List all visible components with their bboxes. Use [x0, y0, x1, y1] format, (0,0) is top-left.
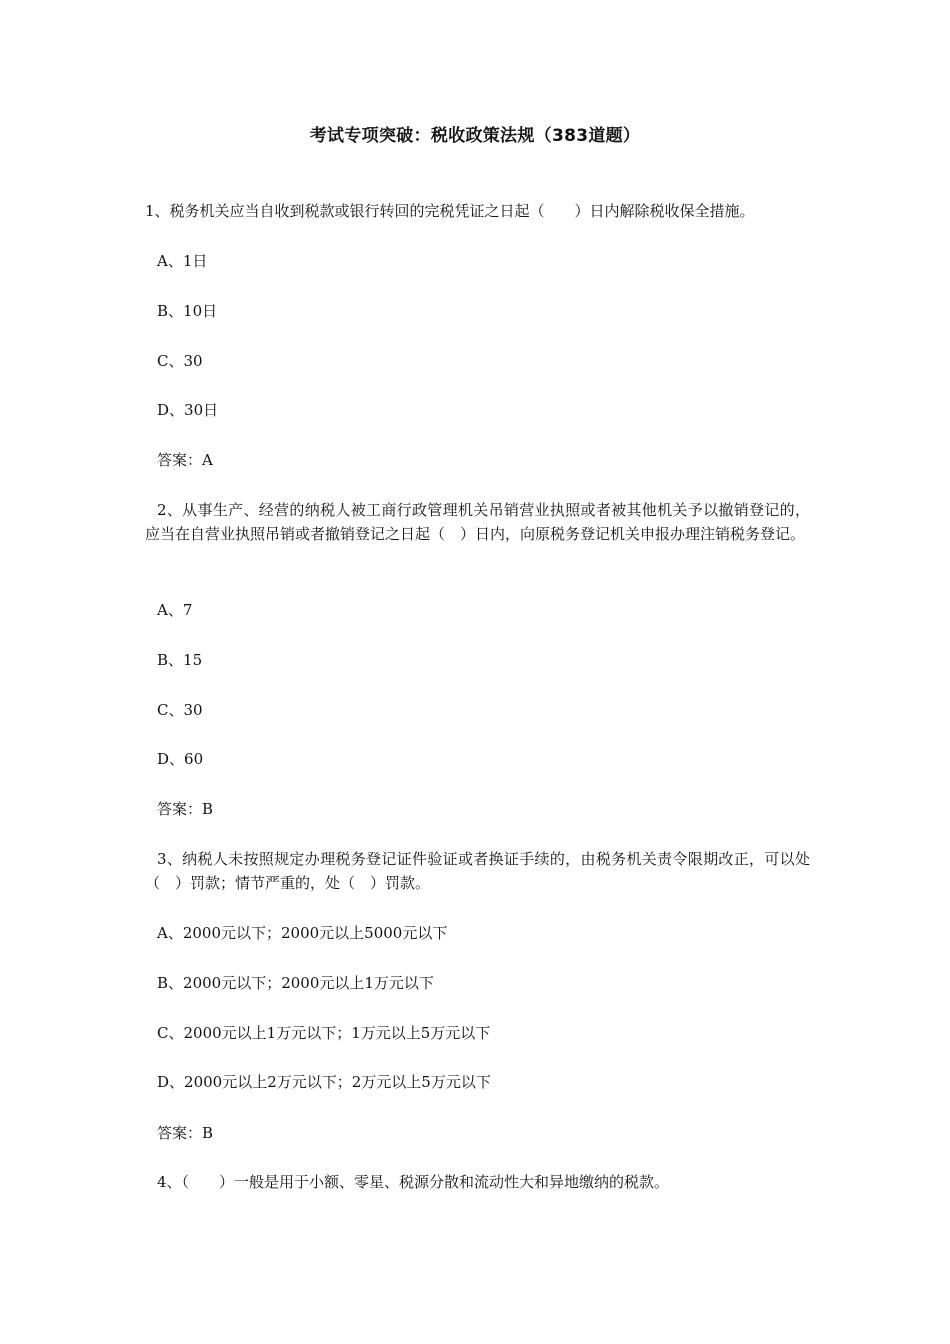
question-1-answer: 答案：A	[157, 451, 213, 469]
question-4-stem: 4、（ ）一般是用于小额、零星、税源分散和流动性大和异地缴纳的税款。	[157, 1173, 670, 1191]
question-2-option-a: A、7	[157, 601, 193, 619]
question-3-stem: 3、纳税人未按照规定办理税务登记证件验证或者换证手续的，由税务机关责令限期改正，可以处（ ）罚款；情节严重的，处（ ）罚款。	[145, 850, 810, 892]
question-3-option-d: D、2000元以上2万元以下；2万元以上5万元以下	[157, 1073, 491, 1091]
question-3-option-b: B、2000元以下；2000元以上1万元以下	[157, 974, 434, 992]
question-2-option-c: C、30	[157, 701, 203, 719]
question-2-option-b: B、15	[157, 651, 203, 669]
question-3-option-c: C、2000元以上1万元以下；1万元以上5万元以下	[157, 1024, 491, 1042]
question-1-option-b: B、10日	[157, 302, 218, 320]
question-1-option-d: D、30日	[157, 401, 219, 419]
question-3-option-a: A、2000元以下；2000元以上5000元以下	[157, 924, 448, 942]
question-2-answer: 答案：B	[157, 800, 214, 818]
question-2-option-d: D、60	[157, 750, 204, 768]
document-title: 考试专项突破：税收政策法规（383道题）	[309, 126, 641, 146]
question-1-option-c: C、30	[157, 352, 203, 370]
question-1-stem: 1、税务机关应当自收到税款或银行转回的完税凭证之日起（ ）日内解除税收保全措施。	[145, 202, 755, 220]
question-1-option-a: A、1日	[157, 252, 208, 270]
question-3-answer: 答案：B	[157, 1124, 214, 1142]
question-2-stem: 2、从事生产、经营的纳税人被工商行政管理机关吊销营业执照或者被其他机关予以撤销登记的，应当在自营业执照吊销或者撤销登记之日起（ ）日内，向原税务登记机关申报办理注销税务登记。	[145, 501, 810, 543]
